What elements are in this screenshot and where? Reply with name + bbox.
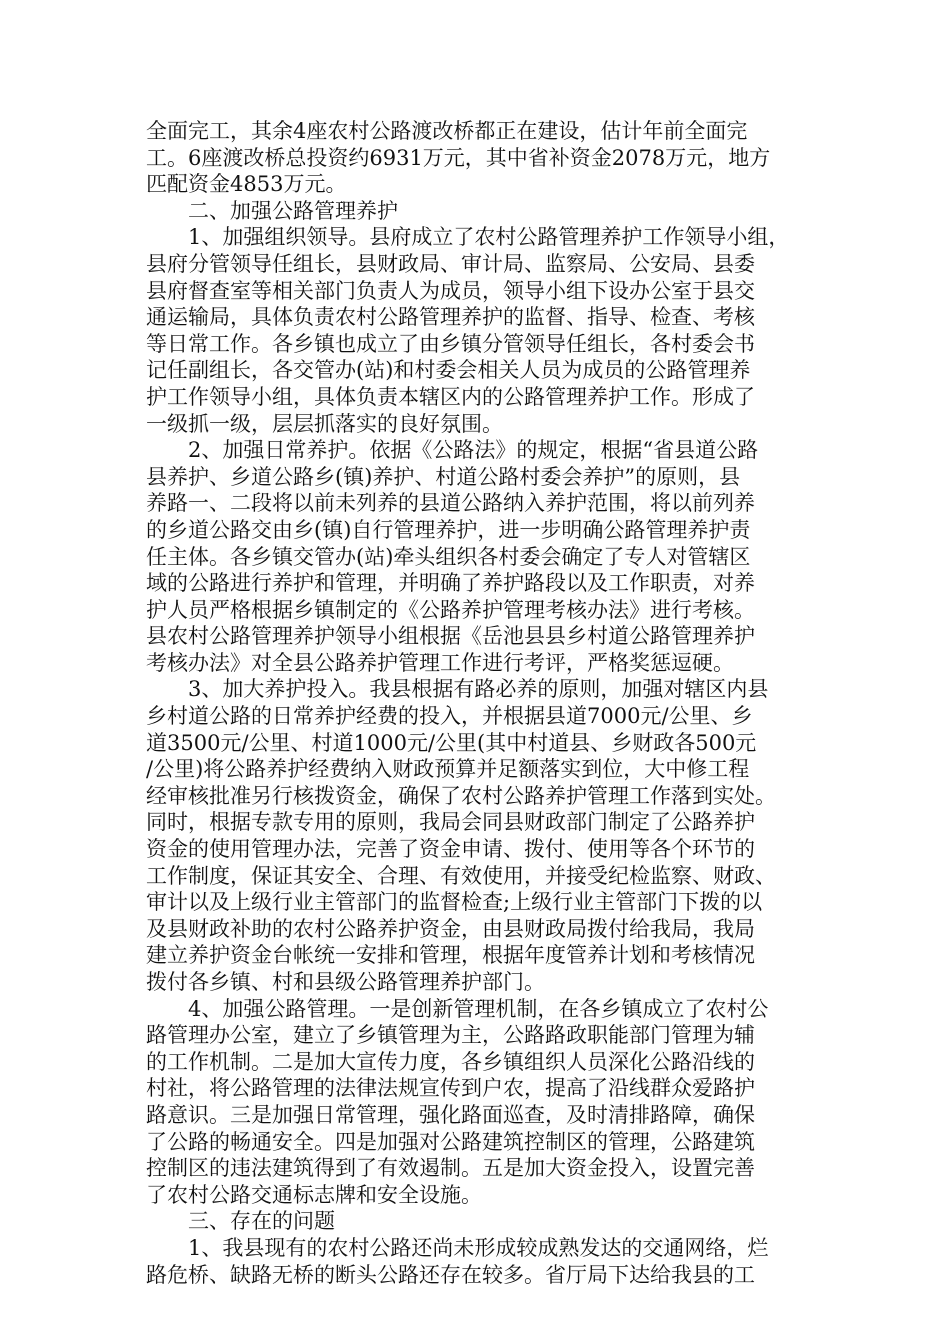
text-line: 的工作机制。二是加大宣传力度，各乡镇组织人员深化公路沿线的 [146,1049,755,1074]
paragraph-first-line: 4、加强公路管理。一是创新管理机制，在各乡镇成立了农村公 [188,996,769,1021]
text-line: 了公路的畅通安全。四是加强对公路建筑控制区的管理，公路建筑 [146,1129,755,1154]
paragraph-first-line: 1、我县现有的农村公路还尚未形成较成熟发达的交通网络，烂 [188,1235,769,1260]
text-line: 路危桥、缺路无桥的断头公路还存在较多。省厅局下达给我县的工 [146,1262,755,1287]
text-line: 域的公路进行养护和管理，并明确了养护路段以及工作职责，对养 [146,571,755,596]
text-line: 乡村道公路的日常养护经费的投入，并根据县道7000元/公里、乡 [146,704,753,729]
text-line: 村社，将公路管理的法律法规宣传到户农，提高了沿线群众爱路护 [146,1076,755,1101]
text-line: 资金的使用管理办法，完善了资金申请、拨付、使用等各个环节的 [146,837,755,862]
text-line: 工作制度，保证其安全、合理、有效使用，并接受纪检监察、财政、 [146,863,776,888]
text-line: 匹配资金4853万元。 [146,172,347,197]
text-line: 控制区的违法建筑得到了有效遏制。五是加大资金投入，设置完善 [146,1156,755,1181]
text-line: 全面完工，其余4座农村公路渡改桥都正在建设，估计年前全面完 [146,119,748,143]
text-line: 县养护、乡道公路乡(镇)养护、村道公路村委会养护”的原则，县 [146,464,741,489]
text-line: 拨付各乡镇、村和县级公路管理养护部门。 [146,970,545,994]
text-line: 路意识。三是加强日常管理，强化路面巡查，及时清排路障，确保 [146,1102,755,1127]
text-line: 县府督查室等相关部门负责人为成员，领导小组下设办公室于县交 [146,278,755,303]
text-line: 路管理办公室，建立了乡镇管理为主，公路路政职能部门管理为辅 [146,1023,755,1048]
text-line: 县农村公路管理养护领导小组根据《岳池县县乡村道公路管理养护 [146,624,755,649]
text-line: 道3500元/公里、村道1000元/公里(其中村道县、乡财政各500元 [146,730,757,755]
text-line: 等日常工作。各乡镇也成立了由乡镇分管领导任组长，各村委会书 [146,331,755,356]
paragraph-first-line: 二、加强公路管理养护 [188,198,398,223]
text-line: 任主体。各乡镇交管办(站)牵头组织各村委会确定了专人对管辖区 [146,544,751,569]
text-line: 护人员严格根据乡镇制定的《公路养护管理考核办法》进行考核。 [146,597,755,622]
paragraph-first-line: 三、存在的问题 [188,1209,335,1234]
text-line: 县府分管领导任组长，县财政局、审计局、监察局、公安局、县委 [146,251,755,276]
text-line: 经审核批准另行核拨资金，确保了农村公路养护管理工作落到实处。 [146,783,776,808]
paragraph-first-line: 2、加强日常养护。依据《公路法》的规定，根据“省县道公路 [188,438,759,463]
text-line: 审计以及上级行业主管部门的监督检查;上级行业主管部门下拨的以 [146,890,763,915]
text-line: 记任副组长，各交管办(站)和村委会相关人员为成员的公路管理养 [146,358,751,383]
text-line: 建立养护资金台帐统一安排和管理，根据年度管养计划和考核情况 [146,943,755,968]
text-line: /公里)将公路养护经费纳入财政预算并足额落实到位，大中修工程 [146,757,750,782]
paragraph-first-line: 3、加大养护投入。我县根据有路必养的原则，加强对辖区内县 [188,677,769,702]
text-line: 及县财政补助的农村公路养护资金，由县财政局拨付给我局，我局 [146,916,755,941]
text-line: 通运输局，具体负责农村公路管理养护的监督、指导、检查、考核 [146,305,755,330]
text-line: 了农村公路交通标志牌和安全设施。 [146,1182,482,1207]
text-line: 的乡道公路交由乡(镇)自行管理养护，进一步明确公路管理养护责 [146,517,751,542]
text-line: 工。6座渡改桥总投资约6931万元，其中省补资金2078万元，地方 [146,145,771,170]
text-line: 一级抓一级，层层抓落实的良好氛围。 [146,411,503,436]
paragraph-first-line: 1、加强组织领导。县府成立了农村公路管理养护工作领导小组， [188,225,790,250]
text-line: 考核办法》对全县公路养护管理工作进行考评，严格奖惩逗硬。 [146,650,734,675]
text-line: 同时，根据专款专用的原则，我局会同县财政部门制定了公路养护 [146,810,755,835]
text-line: 护工作领导小组，具体负责本辖区内的公路管理养护工作。形成了 [146,384,755,409]
document-body [146,118,810,1288]
text-line: 养路一、二段将以前未列养的县道公路纳入养护范围，将以前列养 [146,491,755,516]
